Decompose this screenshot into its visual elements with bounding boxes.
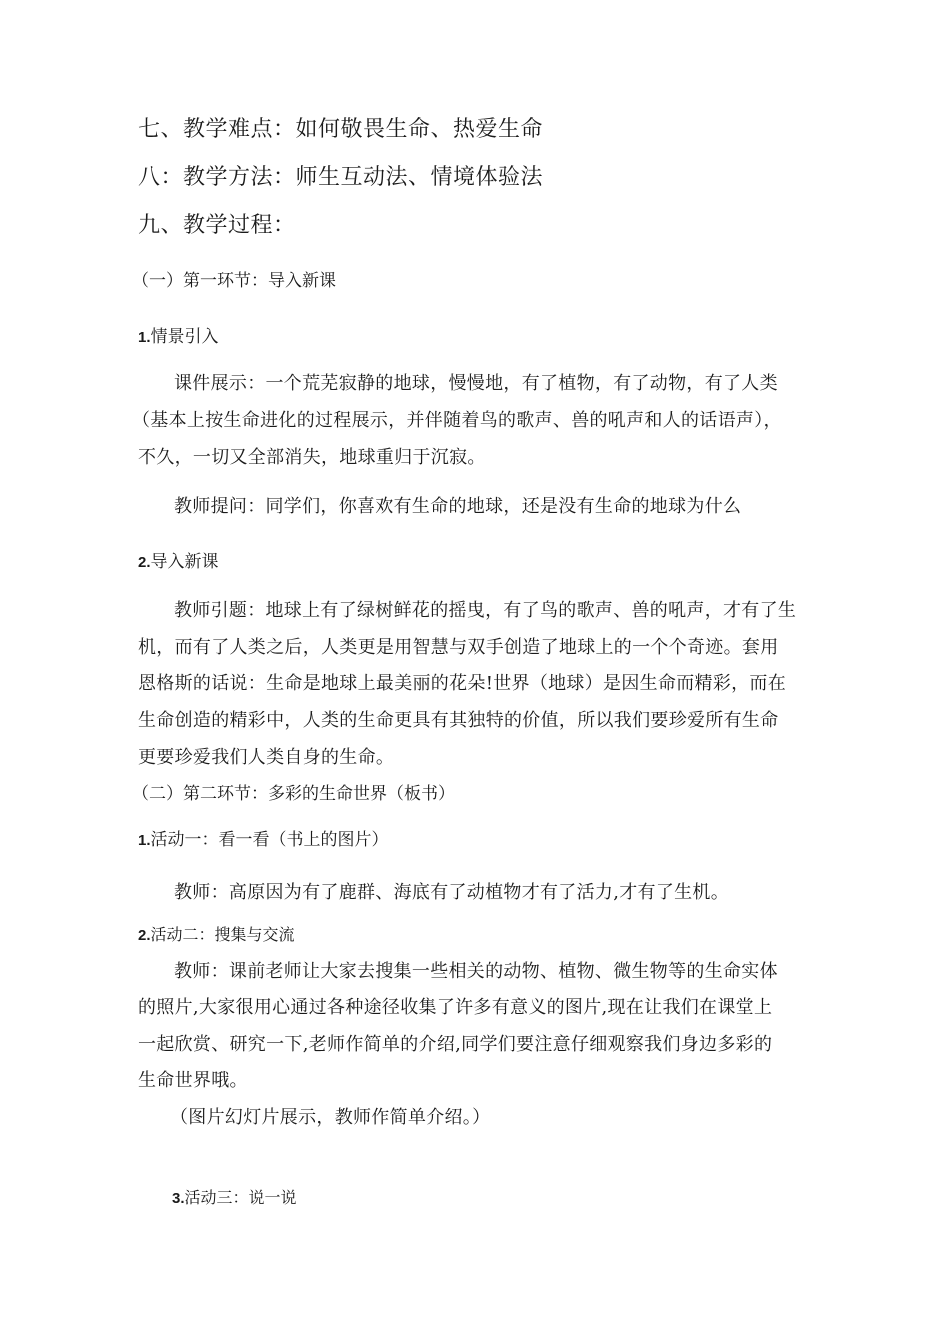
- item-label: 活动二：搜集与交流: [150, 925, 295, 944]
- paragraph-line: 生命创造的精彩中，人类的生命更具有其独特的价值，所以我们要珍爱所有生命: [138, 710, 779, 731]
- paragraph-line: 教师：课前老师让大家去搜集一些相关的动物、植物、微生物等的生命实体: [174, 961, 778, 982]
- paragraph-line: 更要珍爱我们人类自身的生命。: [138, 747, 395, 768]
- heading-teaching-process: 九、教学过程：: [138, 213, 296, 238]
- heading-teaching-method: 八：教学方法：师生互动法、情境体验法: [138, 165, 544, 190]
- paragraph-line: （图片幻灯片展示，教师作简单介绍。）: [170, 1107, 491, 1128]
- paragraph-line: 机，而有了人类之后，人类更是用智慧与双手创造了地球上的一个个奇迹。套用: [138, 637, 779, 658]
- paragraph-line: 教师：高原因为有了鹿群、海底有了动植物才有了活力,才有了生机。: [174, 882, 730, 903]
- paragraph-line: 生命世界哦。: [138, 1070, 248, 1091]
- item-label: 活动三：说一说: [184, 1188, 297, 1207]
- item-number: 2.: [138, 927, 151, 944]
- paragraph-line: 不久，一切又全部消失，地球重归于沉寂。: [138, 447, 486, 468]
- part1-title: （一）第一环节：导入新课: [132, 271, 336, 291]
- item-label: 情景引入: [150, 327, 219, 347]
- item-number: 1.: [138, 832, 151, 849]
- paragraph-line: 教师提问：同学们，你喜欢有生命的地球，还是没有生命的地球为什么: [174, 496, 742, 517]
- item-label: 活动一：看一看（书上的图片）: [150, 830, 389, 850]
- part2-activity2: [138, 922, 295, 945]
- paragraph-line: 教师引题：地球上有了绿树鲜花的摇曳，有了鸟的歌声、兽的吼声，才有了生: [174, 600, 797, 621]
- paragraph-line: 一起欣赏、研究一下,老师作简单的介绍,同学们要注意仔细观察我们身边多彩的: [138, 1034, 773, 1055]
- item-number: 3.: [172, 1190, 185, 1207]
- paragraph-line: （基本上按生命进化的过程展示，并伴随着鸟的歌声、兽的吼声和人的话语声），: [132, 410, 782, 431]
- heading-teaching-difficulty: 七、教学难点：如何敬畏生命、热爱生命: [138, 117, 544, 142]
- paragraph-line: 的照片,大家很用心通过各种途径收集了许多有意义的图片,现在让我们在课堂上: [138, 997, 773, 1018]
- item-number: 1.: [138, 329, 151, 346]
- paragraph-line: 恩格斯的话说：生命是地球上最美丽的花朵!世界（地球）是因生命而精彩，而在: [138, 673, 787, 694]
- part2-activity1: [138, 825, 389, 850]
- part1-item2: [138, 547, 219, 572]
- part2-title: （二）第二环节：多彩的生命世界（板书）: [132, 784, 455, 804]
- paragraph-line: 课件展示：一个荒芜寂静的地球，慢慢地，有了植物，有了动物，有了人类: [174, 373, 778, 394]
- item-label: 导入新课: [150, 552, 219, 572]
- part1-item1: [138, 322, 219, 347]
- item-number: 2.: [138, 554, 151, 571]
- part2-activity3: [172, 1185, 297, 1208]
